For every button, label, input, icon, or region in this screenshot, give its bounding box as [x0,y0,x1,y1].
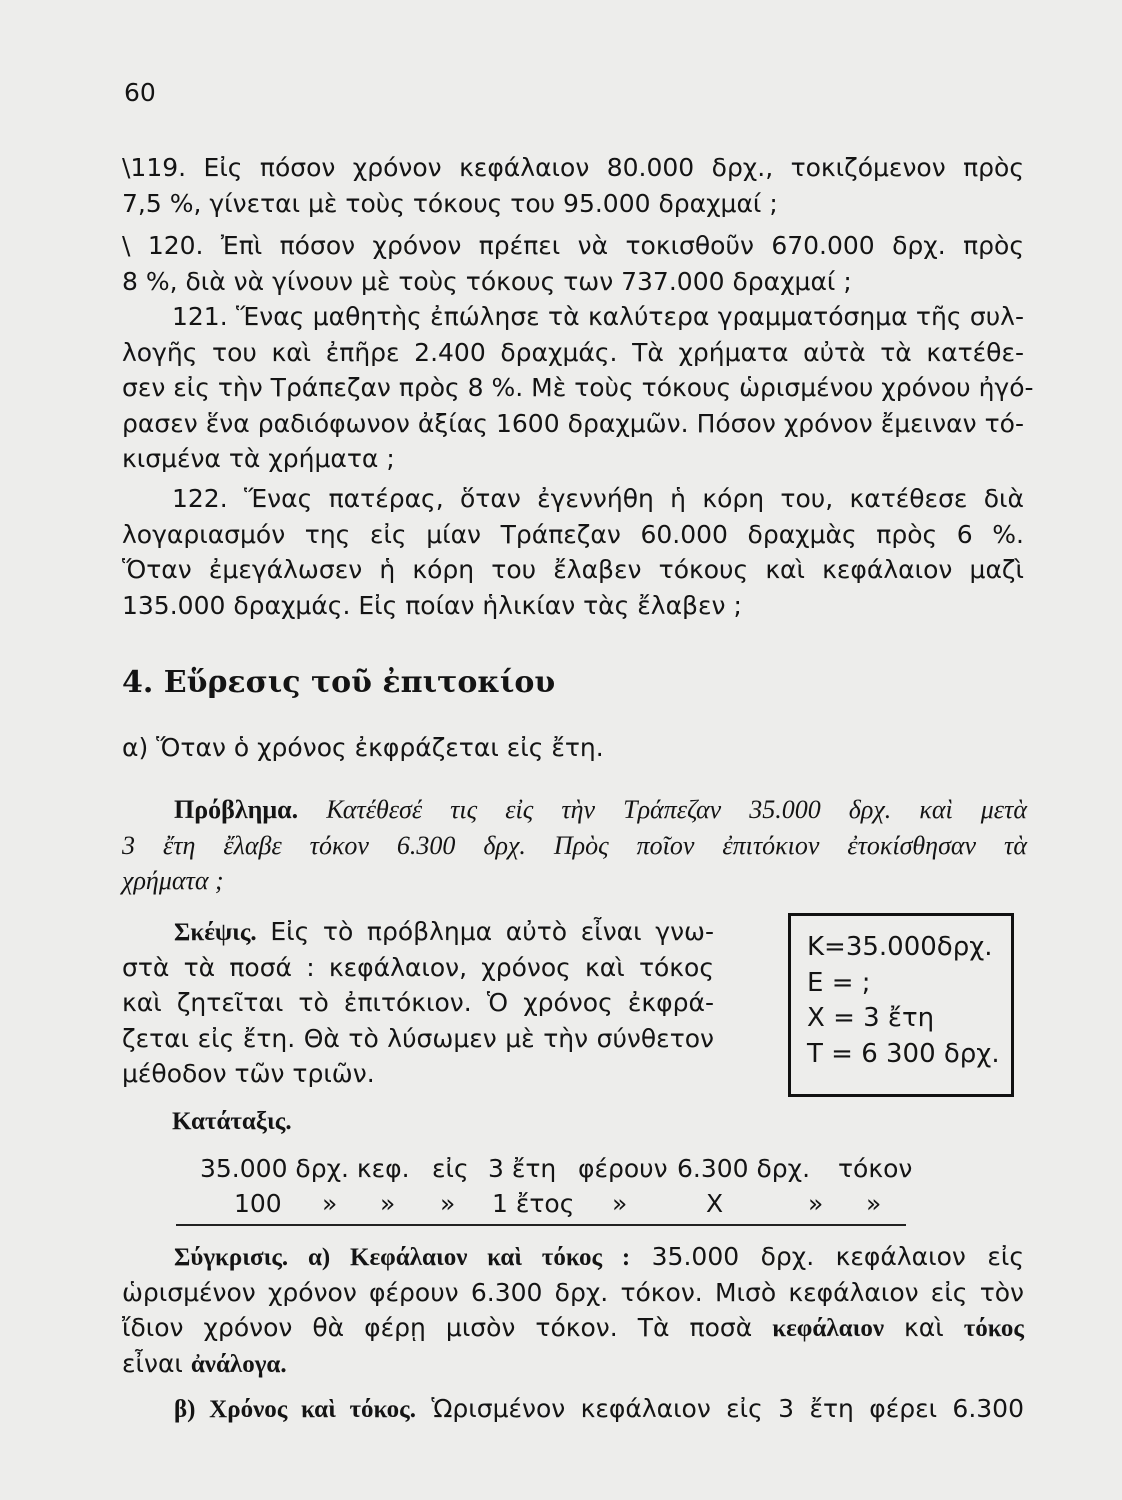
section-heading: 4. Εὕρεσις τοῦ ἐπιτοκίου [122,665,556,700]
comparison-bold-capital: κεφάλαιον [772,1315,884,1342]
problem-119 [122,150,1024,221]
row2-capital: 100 [234,1189,282,1218]
problem-121-line-4: ρασεν ἕνα ραδιόφωνον ἀξίας 1600 δραχμῶν. Πόσον χρόνον ἔμειναν τό- [122,408,1024,438]
row2-quote-6: » [866,1189,882,1218]
problem-122-line-3: Ὅταν ἐμεγάλωσεν ἡ κόρη του ἔλαβεν τόκους καὶ κεφάλαιον μαζὶ [122,555,1024,584]
problem-label: Πρόβλημα. [174,795,299,824]
thought-label: Σκέψις. [174,919,257,946]
row2-quote-3: » [440,1189,456,1218]
given-x: X = 3 ἔτη [807,1003,935,1033]
thought-line-4: ζεται εἰς ἔτη. Θὰ τὸ λύσωμεν μὲ τὴν σύνθετον [122,1023,714,1053]
comparison-line-3 [122,1309,1024,1345]
given-t: T = 6 300 δρχ. [807,1038,1000,1069]
row2-quote-2: » [380,1189,396,1218]
comparison-label-b: β) Χρόνος καὶ τόκος. [174,1396,416,1423]
row1-yield: φέρουν [578,1154,668,1183]
row2-quote-5: » [808,1189,824,1218]
problem-119-line-2: 7,5 %, γίνεται μὲ τοὺς τόκους του 95.000 δραχμαί ; [122,188,778,218]
comparison-paragraph [122,1238,1024,1426]
comparison-label-a: Σύγκρισις. α) Κεφάλαιον καὶ τόκος : [174,1244,631,1271]
row1-years: 3 ἔτη [488,1154,557,1183]
page-number: 60 [124,78,156,107]
problem-line-3: χρήματα ; [122,866,224,895]
problem-121 [122,299,1034,477]
problem-120-line-2: 8 %, διὰ νὰ γίνουν μὲ τοὺς τόκους των 737.000 δραχμαί ; [122,266,852,296]
problem-122-line-1: 122. Ἕνας πατέρας, ὅταν ἐγεννήθη ἡ κόρη του, κατέθεσε διὰ [172,484,1024,513]
problem-text-1: Κατέθεσέ τις εἰς τὴν Τράπεζαν 35.000 δρχ. καὶ μετὰ [326,795,1028,824]
thought-paragraph [122,914,714,1092]
problem-122-line-4: 135.000 δραχμάς. Εἰς ποίαν ἡλικίαν τὰς ἔλαβεν ; [122,590,742,620]
comparison-a-text-3: ἴδιον χρόνον θὰ φέρῃ μισὸν τόκον. Τὰ ποσὰ [122,1313,753,1342]
comparison-a-text-4: εἶναι [122,1348,183,1378]
problem-120 [122,228,1024,299]
given-e: E = ; [807,967,871,998]
given-values-box [788,913,1014,1097]
thought-line-2: στὰ τὰ ποσά : κεφάλαιον, χρόνος καὶ τόκος [122,952,714,982]
row2-years: 1 ἔτος [492,1189,575,1218]
row1-interest: 6.300 δρχ. [677,1154,811,1183]
thought-line-3: καὶ ζητεῖται τὸ ἐπιτόκιον. Ὁ χρόνος ἐκφρά- [122,988,714,1017]
problem-line-1 [122,792,1027,828]
thought-text-1: Εἰς τὸ πρόβλημα αὐτὸ εἶναι γνω- [270,917,714,946]
problem-122 [122,481,1024,623]
comparison-line-5 [122,1390,1024,1426]
row1-in: εἰς [432,1154,469,1183]
row1-word: τόκον [838,1154,913,1183]
row1-capital: 35.000 δρχ. κεφ. [200,1154,410,1183]
problem-line-2: 3 ἔτη ἔλαβε τόκον 6.300 δρχ. Πρὸς ποῖον ἐπιτόκιον ἐτοκίσθησαν τὰ [122,830,1027,860]
comparison-line-1 [122,1238,1024,1274]
given-k: K=35.000δρχ. [807,932,993,962]
problem-119-line-1: \119. Εἰς πόσον χρόνον κεφάλαιον 80.000 δρχ., τοκιζόμενον πρὸς [122,153,1024,182]
thought-line-5: μέθοδον τῶν τριῶν. [122,1059,375,1088]
problem-121-line-5: κισμένα τὰ χρήματα ; [122,444,395,473]
comparison-bold-proportional: ἀνάλογα. [190,1350,287,1378]
comparison-line-2: ὡρισμένον χρόνον φέρουν 6.300 δρχ. τόκον. Μισὸ κεφάλαιον εἰς τὸν [122,1277,1024,1307]
row2-quote-1: » [322,1189,338,1218]
subsection-title: α) Ὅταν ὁ χρόνος ἐκφράζεται εἰς ἔτη. [122,733,604,762]
problem-122-line-2: λογαριασμόν της εἰς μίαν Τράπεζαν 60.000 δραχμὰς πρὸς 6 %. [122,519,1024,549]
comparison-and: καὶ [904,1313,944,1342]
problem-120-line-1: \ 120. Ἐπὶ πόσον χρόνον πρέπει νὰ τοκισθοῦν 670.000 δρχ. πρὸς [122,231,1024,260]
comparison-line-4 [122,1345,1024,1381]
comparison-a-text-1: 35.000 δρχ. κεφάλαιον εἰς [651,1242,1025,1271]
comparison-b-text: Ὡρισμένον κεφάλαιον εἰς 3 ἔτη φέρει 6.300 [431,1394,1024,1423]
problem-statement [122,792,1027,899]
problem-121-line-2: λογῆς του καὶ ἐπῆρε 2.400 δραχμάς. Τὰ χρήματα αὐτὰ τὰ κατέθε- [122,337,1024,367]
classification-label: Κατάταξις. [172,1108,292,1135]
problem-121-line-3: σεν εἰς τὴν Τράπεζαν πρὸς 8 %. Μὲ τοὺς τόκους ὡρισμένου χρόνου ἠγό- [122,373,1034,402]
row2-unknown: X [706,1189,724,1218]
problem-121-line-1: 121. Ἕνας μαθητὴς ἐπώλησε τὰ καλύτερα γραμματόσημα τῆς συλ- [172,302,1024,331]
comparison-bold-interest: τόκος [963,1315,1024,1342]
row2-quote-4: » [612,1189,628,1218]
thought-line-1 [122,914,714,950]
horizontal-rule [176,1224,906,1226]
